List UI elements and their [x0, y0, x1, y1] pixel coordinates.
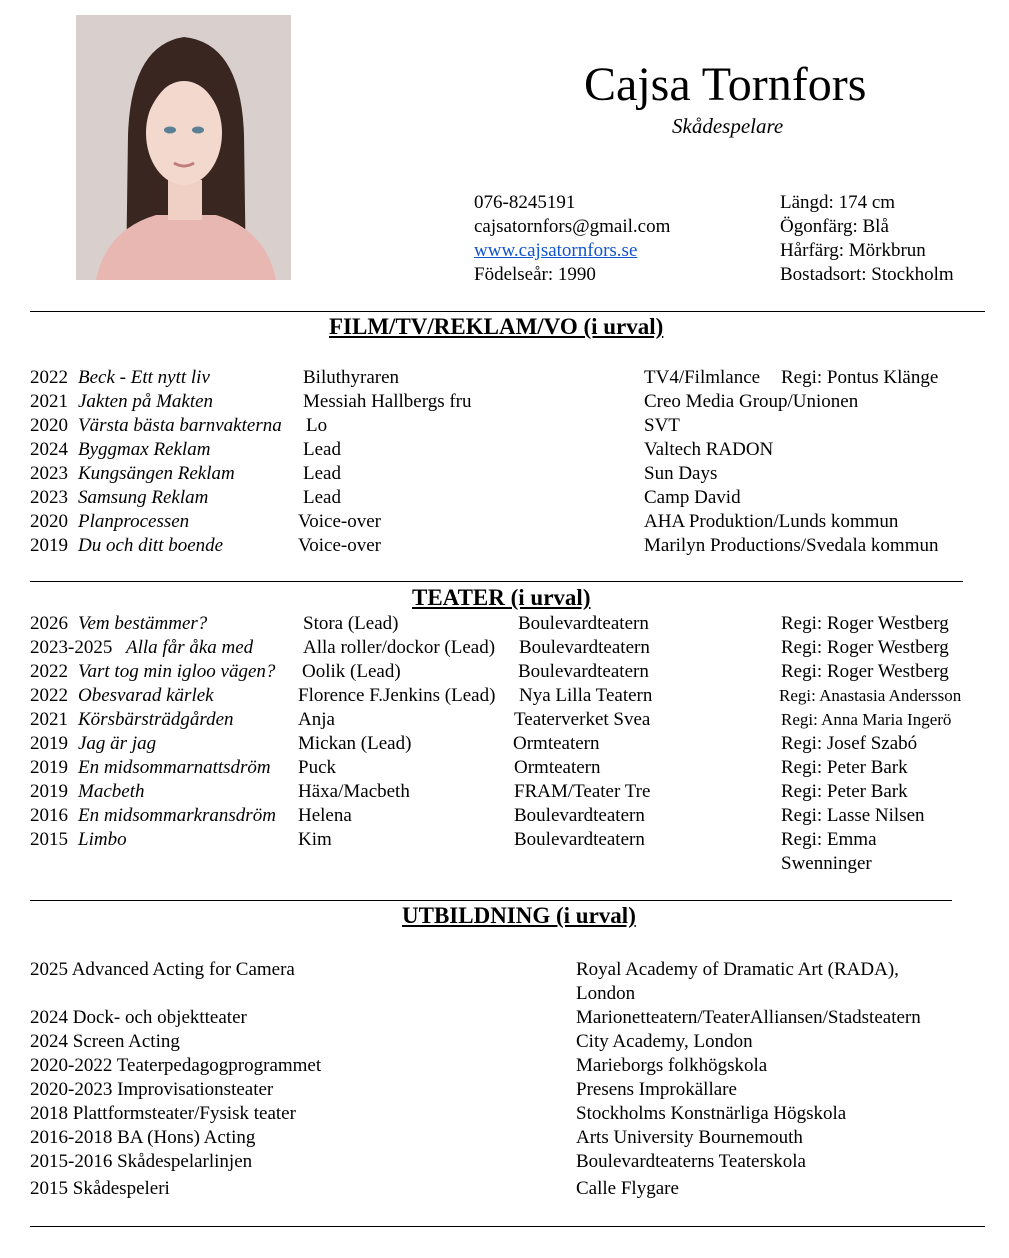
theatre-venue: Boulevardteatern — [519, 637, 650, 658]
film-year: 2023 — [30, 487, 68, 508]
film-role: Voice-over — [298, 535, 382, 556]
film-year: 2021 — [30, 391, 68, 412]
film-role: Lead — [303, 487, 341, 508]
theatre-venue: Boulevardteatern — [514, 829, 645, 850]
film-company: Sun Days — [644, 463, 718, 484]
education-school: Arts University Bournemouth — [576, 1127, 803, 1148]
education-school: Marionetteatern/TeaterAlliansen/Stadsteatern — [576, 1007, 921, 1028]
person-name: Cajsa Tornfors — [584, 58, 867, 111]
theatre-year: 2019 — [30, 733, 68, 754]
film-year: 2019 — [30, 535, 68, 556]
theatre-title: Obesvarad kärlek — [78, 685, 214, 706]
theatre-director: Regi: Emma — [781, 829, 877, 850]
theatre-director: Regi: Anna Maria Ingerö — [781, 710, 952, 729]
theatre-title: Macbeth — [78, 781, 145, 802]
email-address: cajsatornfors@gmail.com — [474, 216, 671, 237]
film-year: 2020 — [30, 415, 68, 436]
film-company: Camp David — [644, 487, 741, 508]
person-role: Skådespelare — [672, 114, 784, 138]
film-company: SVT — [644, 415, 680, 436]
film-role: Lo — [306, 415, 328, 436]
film-title: Beck - Ett nytt liv — [78, 367, 210, 388]
theatre-title: Limbo — [78, 829, 127, 850]
theatre-role: Kim — [298, 829, 332, 850]
theatre-venue: Ormteatern — [514, 757, 601, 778]
theatre-role: Stora (Lead) — [303, 613, 399, 634]
theatre-title: Vem bestämmer? — [78, 613, 208, 634]
theatre-year: 2016 — [30, 805, 68, 826]
film-role: Lead — [303, 439, 341, 460]
theatre-venue: Nya Lilla Teatern — [519, 685, 653, 706]
theatre-director: Regi: Peter Bark — [781, 781, 908, 802]
divider — [30, 311, 985, 312]
theatre-year: 2022 — [30, 685, 68, 706]
education-section-heading: UTBILDNING (i urval) — [402, 903, 636, 928]
theatre-title: Körsbärsträdgården — [78, 709, 234, 730]
theatre-director: Regi: Peter Bark — [781, 757, 908, 778]
divider — [30, 1226, 985, 1227]
film-section-heading: FILM/TV/REKLAM/VO (i urval) — [329, 314, 664, 339]
film-company: Valtech RADON — [644, 439, 774, 460]
film-company: Marilyn Productions/Svedala kommun — [644, 535, 939, 556]
education-school: Stockholms Konstnärliga Högskola — [576, 1103, 847, 1124]
theatre-role: Mickan (Lead) — [298, 733, 412, 754]
education-school: Presens Improkällare — [576, 1079, 737, 1100]
education-course: 2024 Dock- och objektteater — [30, 1007, 247, 1028]
film-company: AHA Produktion/Lunds kommun — [644, 511, 899, 532]
theatre-section-heading: TEATER (i urval) — [412, 585, 591, 610]
theatre-year: 2019 — [30, 757, 68, 778]
theatre-year: 2023-2025 — [30, 637, 113, 658]
theatre-director: Regi: Anastasia Andersson — [779, 686, 962, 705]
film-title: Samsung Reklam — [78, 487, 209, 508]
education-course: 2015 Skådespeleri — [30, 1178, 170, 1199]
theatre-year: 2022 — [30, 661, 68, 682]
theatre-year: 2021 — [30, 709, 68, 730]
film-year: 2022 — [30, 367, 68, 388]
theatre-venue: Ormteatern — [513, 733, 600, 754]
film-title: Värsta bästa barnvakterna — [78, 415, 282, 436]
film-title: Jakten på Makten — [78, 391, 214, 412]
theatre-role: Helena — [298, 805, 352, 826]
birth-year: Födelseår: 1990 — [474, 264, 596, 285]
divider — [30, 581, 963, 582]
education-course: 2016-2018 BA (Hons) Acting — [30, 1127, 256, 1148]
film-company: TV4/Filmlance — [644, 367, 761, 388]
education-course: 2015-2016 Skådespelarlinjen — [30, 1151, 253, 1172]
phone-number: 076-8245191 — [474, 192, 576, 213]
theatre-role: Anja — [298, 709, 335, 730]
eye-color-info: Ögonfärg: Blå — [780, 216, 889, 237]
theatre-year: 2026 — [30, 613, 68, 634]
theatre-role: Häxa/Macbeth — [298, 781, 410, 802]
theatre-director-continued: Swenninger — [781, 853, 872, 874]
headshot-photo — [76, 15, 291, 280]
film-year: 2023 — [30, 463, 68, 484]
theatre-title: Jag är jag — [78, 733, 157, 754]
theatre-role: Puck — [298, 757, 336, 778]
education-school: Royal Academy of Dramatic Art (RADA), — [576, 959, 899, 980]
education-school: City Academy, London — [576, 1031, 753, 1052]
theatre-role: Oolik (Lead) — [302, 661, 401, 682]
theatre-venue: Boulevardteatern — [514, 805, 645, 826]
education-school: Boulevardteaterns Teaterskola — [576, 1151, 806, 1172]
film-company: Creo Media Group/Unionen — [644, 391, 859, 412]
education-course: 2020-2022 Teaterpedagogprogrammet — [30, 1055, 322, 1076]
education-course: 2024 Screen Acting — [30, 1031, 180, 1052]
theatre-director: Regi: Roger Westberg — [781, 613, 949, 634]
theatre-director: Regi: Josef Szabó — [781, 733, 918, 754]
theatre-role: Alla roller/dockor (Lead) — [303, 637, 496, 658]
website-link[interactable]: www.cajsatornfors.se — [474, 240, 638, 261]
theatre-title: Alla får åka med — [126, 637, 254, 658]
hair-color-info: Hårfärg: Mörkbrun — [780, 240, 926, 261]
theatre-title: En midsommarnattsdröm — [78, 757, 271, 778]
film-title: Byggmax Reklam — [78, 439, 211, 460]
film-role: Lead — [303, 463, 341, 484]
film-year: 2024 — [30, 439, 68, 460]
theatre-year: 2015 — [30, 829, 68, 850]
film-title: Planprocessen — [78, 511, 190, 532]
theatre-director: Regi: Roger Westberg — [781, 661, 949, 682]
film-role: Messiah Hallbergs fru — [303, 391, 472, 412]
education-school: Marieborgs folkhögskola — [576, 1055, 768, 1076]
theatre-venue: FRAM/Teater Tre — [514, 781, 651, 802]
film-year: 2020 — [30, 511, 68, 532]
education-course: 2020-2023 Improvisationsteater — [30, 1079, 274, 1100]
theatre-title: Vart tog min igloo vägen? — [78, 661, 276, 682]
theatre-venue: Boulevardteatern — [518, 661, 649, 682]
education-course: 2018 Plattformsteater/Fysisk teater — [30, 1103, 296, 1124]
theatre-director: Regi: Roger Westberg — [781, 637, 949, 658]
residence-info: Bostadsort: Stockholm — [780, 264, 954, 285]
divider — [30, 900, 952, 901]
film-title: Du och ditt boende — [78, 535, 224, 556]
theatre-venue: Teaterverket Svea — [514, 709, 651, 730]
film-role: Voice-over — [298, 511, 382, 532]
portrait-illustration — [76, 15, 291, 280]
film-director: Regi: Pontus Klänge — [781, 367, 939, 388]
theatre-venue: Boulevardteatern — [518, 613, 649, 634]
education-course: 2025 Advanced Acting for Camera — [30, 959, 295, 980]
theatre-year: 2019 — [30, 781, 68, 802]
film-role: Biluthyraren — [303, 367, 400, 388]
education-school: Calle Flygare — [576, 1178, 679, 1199]
film-title: Kungsängen Reklam — [78, 463, 235, 484]
education-school-continued: London — [576, 983, 636, 1004]
theatre-director: Regi: Lasse Nilsen — [781, 805, 925, 826]
height-info: Längd: 174 cm — [780, 192, 896, 213]
theatre-role: Florence F.Jenkins (Lead) — [298, 685, 496, 706]
theatre-title: En midsommarkransdröm — [78, 805, 276, 826]
